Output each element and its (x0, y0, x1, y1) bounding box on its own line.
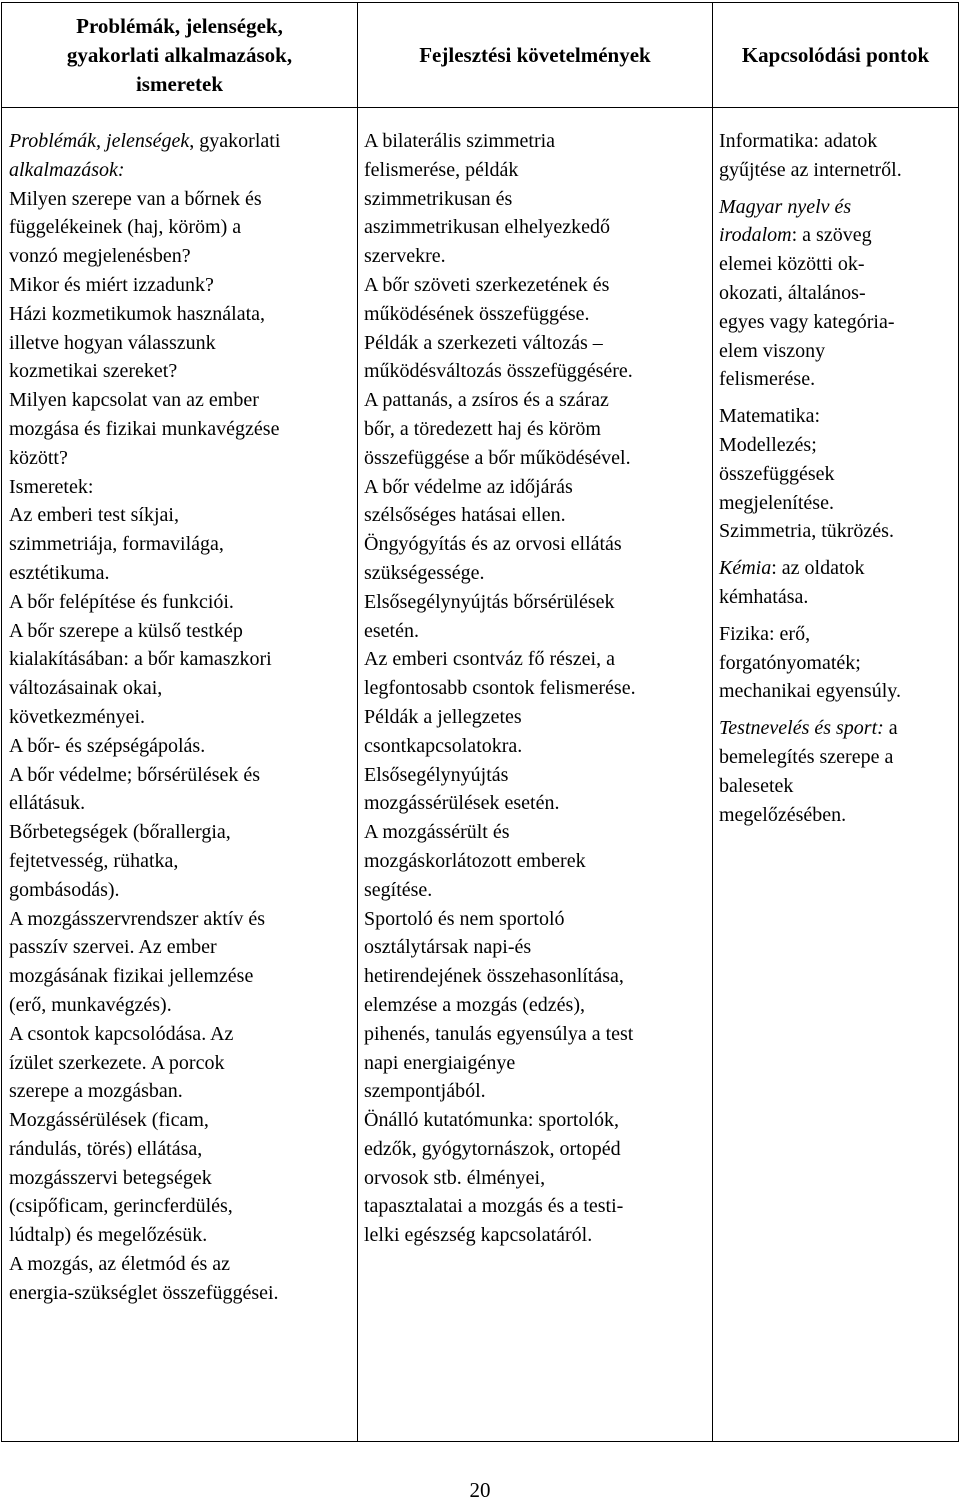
text: Az emberi test síkjai, (9, 504, 179, 527)
text: A bőr szöveti szerkezetének és (364, 273, 610, 296)
header-problems (2, 3, 358, 108)
italic-text: Testnevelés és sport: (719, 717, 884, 740)
text: A bőr védelme az időjárás (364, 475, 573, 498)
text-line (364, 444, 706, 473)
text-line (9, 1279, 351, 1308)
text: következményei. (9, 705, 146, 728)
text-line (364, 1020, 706, 1049)
text-line (9, 1192, 351, 1221)
text: (csipőficam, gerincferdülés, (9, 1195, 233, 1218)
text-line (364, 329, 706, 358)
text-line (9, 933, 351, 962)
text: Elsősegélynyújtás bőrsérülések (364, 590, 615, 613)
text: Fizika: erő, (719, 622, 811, 645)
text: megelőzésében. (719, 803, 847, 826)
text-line (364, 991, 706, 1020)
text-line (364, 588, 706, 617)
text: aszimmetrikusan elhelyezkedő (364, 216, 611, 239)
text: Modellezés; (719, 433, 817, 456)
text-line (719, 279, 954, 308)
cell-requirements (358, 108, 713, 1442)
text-line (9, 991, 351, 1020)
italic-text: irodalom (719, 224, 792, 247)
text-line (9, 213, 351, 242)
text: fejtetvesség, rühatka, (9, 849, 179, 872)
text: Mozgássérülések (ficam, (9, 1109, 209, 1132)
text: egyes vagy kategória- (719, 310, 895, 333)
text-line (9, 818, 351, 847)
text-line (364, 1192, 706, 1221)
text: gombásodás). (9, 878, 120, 901)
text-line (719, 221, 954, 250)
text-line (364, 300, 706, 329)
text-line (719, 620, 954, 649)
header-row (2, 3, 959, 108)
text: Példák a jellegzetes (364, 705, 522, 728)
paragraph-gap (719, 546, 954, 554)
text-line (9, 1020, 351, 1049)
text: megjelenítése. (719, 491, 834, 514)
text-line (9, 415, 351, 444)
text-line (9, 789, 351, 818)
text-line (364, 732, 706, 761)
text-line (719, 156, 954, 185)
text-line (364, 127, 706, 156)
text: függelékeinek (haj, köröm) a (9, 216, 242, 239)
text-line (9, 674, 351, 703)
text: segítése. (364, 878, 433, 901)
text-line (364, 1164, 706, 1193)
text: okozati, általános- (719, 281, 866, 304)
header-connections (713, 3, 959, 108)
text-line (9, 501, 351, 530)
text: Bőrbetegségek (bőrallergia, (9, 821, 231, 844)
text-line (9, 530, 351, 559)
text: szerepe a mozgásban. (9, 1080, 183, 1103)
text: osztálytársak napi-és (364, 936, 532, 959)
paragraph-gap (719, 394, 954, 402)
italic-text: Magyar nyelv és (719, 195, 852, 218)
text: kémhatása. (719, 585, 809, 608)
text: Informatika: adatok (719, 130, 878, 152)
text: szimmetriája, formavilága, (9, 533, 224, 556)
text: Házi kozmetikumok használata, (9, 302, 266, 325)
text-line (9, 703, 351, 732)
text-line (364, 1221, 706, 1250)
text-line (719, 801, 954, 830)
text: , gyakorlati (189, 130, 281, 152)
text: összefüggése a bőr működésével. (364, 446, 631, 469)
text-line (364, 1106, 706, 1135)
text: szempontjából. (364, 1080, 486, 1103)
text-line (9, 761, 351, 790)
text-line (364, 1077, 706, 1106)
text-line (364, 213, 706, 242)
text-line (9, 1135, 351, 1164)
text: rándulás, törés) ellátása, (9, 1137, 203, 1160)
text: között? (9, 446, 68, 469)
text: elem viszony (719, 339, 826, 362)
text-line (364, 962, 706, 991)
text-line (719, 308, 954, 337)
text-line (364, 473, 706, 502)
text: Mikor és miért izzadunk? (9, 273, 214, 296)
text-line (719, 127, 954, 156)
text: pihenés, tanulás egyensúlya a test (364, 1022, 634, 1045)
header-line: ismeretek (135, 71, 224, 96)
text-line (364, 185, 706, 214)
text: Ismeretek: (9, 475, 94, 498)
text: napi energiaigénye (364, 1051, 516, 1074)
text-line (364, 761, 706, 790)
text: felismerése. (719, 368, 816, 391)
text-line (364, 559, 706, 588)
text-line (9, 847, 351, 876)
text-line (9, 559, 351, 588)
text-line (9, 242, 351, 271)
text-line (9, 732, 351, 761)
text: mozgása és fizikai munkavégzése (9, 417, 280, 440)
text-line (9, 357, 351, 386)
text-line (9, 127, 351, 156)
page-number: 20 (469, 1478, 491, 1502)
text-line (364, 357, 706, 386)
text: változásainak okai, (9, 677, 163, 700)
text-line (9, 962, 351, 991)
text: balesetek (719, 774, 794, 797)
text: A mozgásszervrendszer aktív és (9, 907, 266, 930)
text-line (364, 530, 706, 559)
text: a (883, 717, 898, 740)
text-line (364, 156, 706, 185)
text-line (9, 329, 351, 358)
text: vonzó megjelenésben? (9, 245, 191, 268)
header-line: gyakorlati alkalmazások, (66, 42, 293, 67)
text: legfontosabb csontok felismerése. (364, 677, 636, 700)
text: működésváltozás összefüggésére. (364, 360, 633, 383)
text-line (364, 645, 706, 674)
text-line (719, 772, 954, 801)
cell-connections (713, 108, 959, 1442)
text: Az emberi csontváz fő részei, a (364, 648, 615, 671)
text-line (9, 1049, 351, 1078)
text: mozgáskorlátozott emberek (364, 849, 586, 872)
header-requirements (358, 3, 713, 108)
text: Milyen kapcsolat van az ember (9, 389, 259, 412)
text: passzív szervei. Az ember (9, 936, 217, 959)
header-line: Problémák, jelenségek, (76, 13, 283, 38)
text-line (9, 473, 351, 502)
text: A bilaterális szimmetria (364, 130, 556, 152)
text: Milyen szerepe van a bőrnek és (9, 187, 262, 210)
text-line (719, 337, 954, 366)
text: mozgásának fizikai jellemzése (9, 965, 254, 988)
text: mozgásszervi betegségek (9, 1166, 212, 1189)
text-line (364, 415, 706, 444)
text: elemei közötti ok- (719, 253, 865, 276)
text: összefüggések (719, 462, 835, 485)
text-line (364, 847, 706, 876)
text-line (364, 617, 706, 646)
text-line (719, 365, 954, 394)
paragraph-gap (719, 706, 954, 714)
cell-problems (2, 108, 358, 1442)
text: kialakításában: a bőr kamaszkori (9, 648, 272, 671)
text-line (364, 789, 706, 818)
text: esztétikuma. (9, 561, 110, 584)
text-line (9, 1077, 351, 1106)
text: Önálló kutatómunka: sportolók, (364, 1109, 619, 1132)
text: edzők, gyógytornászok, ortopéd (364, 1137, 621, 1160)
text: esetén. (364, 619, 419, 642)
text-line (364, 501, 706, 530)
text: A mozgás, az életmód és az (9, 1253, 231, 1276)
text-line (9, 588, 351, 617)
text: gyűjtése az internetről. (719, 158, 902, 181)
text-line (719, 431, 954, 460)
text: Matematika: (719, 405, 821, 428)
text-line (364, 271, 706, 300)
text: mechanikai egyensúly. (719, 680, 901, 703)
text: elemzése a mozgás (edzés), (364, 993, 585, 1016)
text: : az oldatok (771, 557, 865, 580)
paragraph-gap (719, 612, 954, 620)
text: hetirendejének összehasonlítása, (364, 965, 624, 988)
italic-text: alkalmazások: (9, 158, 125, 181)
text-line (719, 583, 954, 612)
text-line (9, 1106, 351, 1135)
text: (erő, munkavégzés). (9, 993, 172, 1016)
text-line (364, 905, 706, 934)
content-row (2, 108, 959, 1442)
text: lelki egészség kapcsolatáról. (364, 1224, 593, 1247)
text-line (9, 185, 351, 214)
text-line (9, 300, 351, 329)
text-line (719, 517, 954, 546)
text-line (364, 933, 706, 962)
text: felismerése, példák (364, 158, 519, 181)
text-line (719, 714, 954, 743)
curriculum-table (1, 2, 959, 1442)
text: ízület szerkezete. A porcok (9, 1051, 225, 1074)
text-line (9, 645, 351, 674)
text-line (719, 677, 954, 706)
text: kozmetikai szereket? (9, 360, 178, 383)
text: A csontok kapcsolódása. Az (9, 1022, 234, 1045)
text-line (9, 876, 351, 905)
text-line (719, 250, 954, 279)
header-line: Fejlesztési követelmények (419, 42, 651, 67)
header-line: Kapcsolódási pontok (741, 42, 930, 67)
text: lúdtalp) és megelőzésük. (9, 1224, 208, 1247)
text: Szimmetria, tükrözés. (719, 520, 894, 543)
text: tapasztalatai a mozgás és a testi- (364, 1195, 624, 1218)
text-line (9, 444, 351, 473)
italic-text: Problémák, jelenségek (9, 130, 190, 152)
text: bőr, a töredezett haj és köröm (364, 417, 601, 440)
text: működésének összefüggése. (364, 302, 590, 325)
text-line (9, 905, 351, 934)
text-line (719, 402, 954, 431)
text: A bőr szerepe a külső testkép (9, 619, 243, 642)
text-line (719, 489, 954, 518)
text-line (719, 649, 954, 678)
text-line (9, 156, 351, 185)
text: Sportoló és nem sportoló (364, 907, 565, 930)
text-line (364, 1049, 706, 1078)
text-line (364, 1135, 706, 1164)
text: Elsősegélynyújtás (364, 763, 509, 786)
text: forgatónyomaték; (719, 651, 861, 674)
paragraph-gap (719, 185, 954, 193)
text: A bőr védelme; bőrsérülések és (9, 763, 261, 786)
text-line (364, 818, 706, 847)
text-line (9, 617, 351, 646)
text: A pattanás, a zsíros és a száraz (364, 389, 609, 412)
text: bemelegítés szerepe a (719, 745, 894, 768)
text-line (364, 674, 706, 703)
text-line (9, 1221, 351, 1250)
text-line (364, 242, 706, 271)
text: A bőr felépítése és funkciói. (9, 590, 234, 613)
text-line (364, 386, 706, 415)
text: ellátásuk. (9, 792, 86, 815)
text: szervekre. (364, 245, 446, 268)
text: illetve hogyan válasszunk (9, 331, 216, 354)
text: A bőr- és szépségápolás. (9, 734, 206, 757)
text: orvosok stb. élményei, (364, 1166, 546, 1189)
text-line (719, 193, 954, 222)
text-line (9, 271, 351, 300)
text: energia-szükséglet összefüggései. (9, 1281, 279, 1304)
text: szükségessége. (364, 561, 485, 584)
text-line (364, 703, 706, 732)
text-line (364, 876, 706, 905)
text-line (9, 386, 351, 415)
text: Öngyógyítás és az orvosi ellátás (364, 533, 622, 556)
text-line (9, 1250, 351, 1279)
text-line (719, 460, 954, 489)
text-line (719, 554, 954, 583)
text-line (719, 743, 954, 772)
text: A mozgássérült és (364, 821, 510, 844)
text: : a szöveg (791, 224, 872, 247)
italic-text: Kémia (719, 557, 772, 580)
text: mozgássérülések esetén. (364, 792, 560, 815)
text: szélsőséges hatásai ellen. (364, 504, 566, 527)
text: szimmetrikusan és (364, 187, 513, 210)
text: csontkapcsolatokra. (364, 734, 523, 757)
text-line (9, 1164, 351, 1193)
text: Példák a szerkezeti változás – (364, 331, 603, 354)
